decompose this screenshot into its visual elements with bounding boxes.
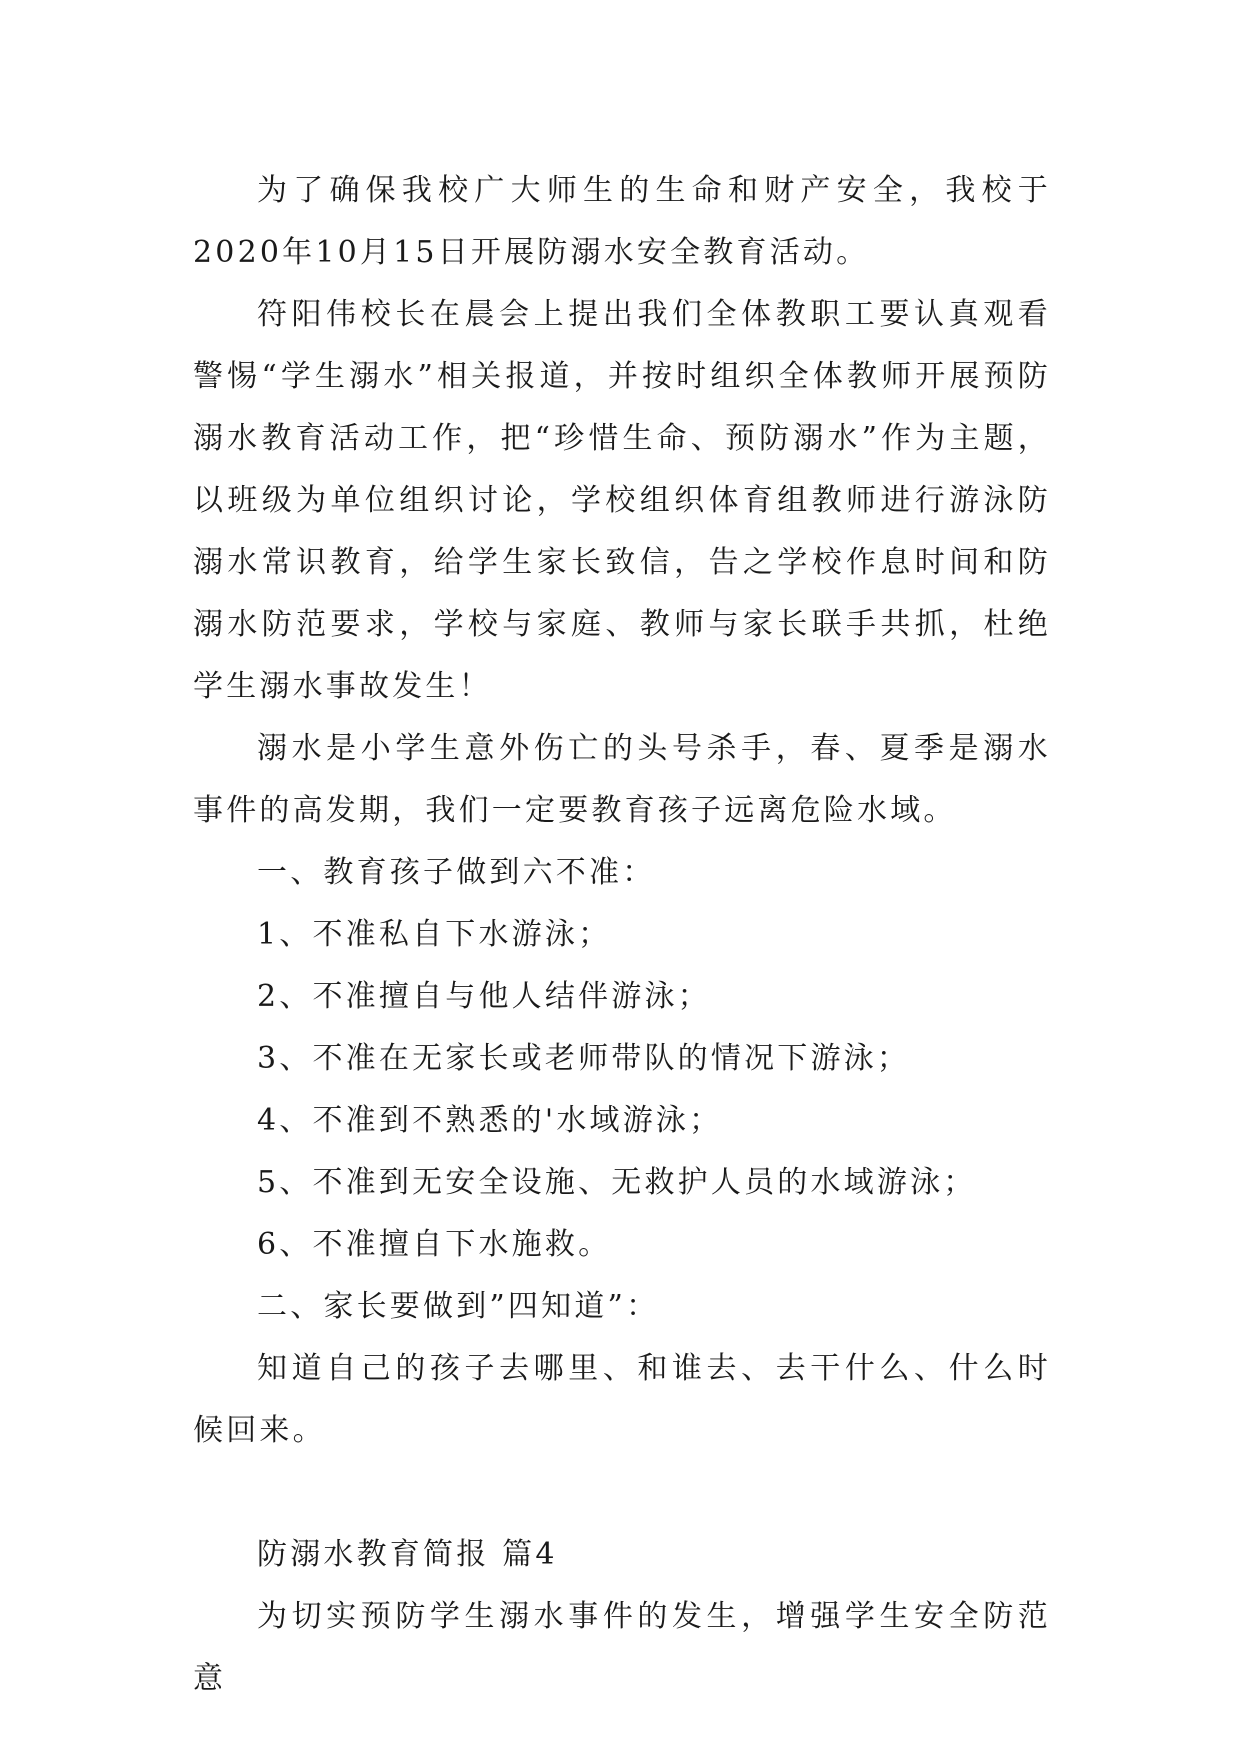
rule-item-1: 1、不准私自下水游泳； xyxy=(257,917,612,952)
rule-item-6: 6、不准擅自下水施救。 xyxy=(257,1227,612,1262)
document-body xyxy=(193,160,1051,1710)
paragraph-intro: 为了确保我校广大师生的生命和财产安全，我校于2020年10月15日开展防溺水安全教育活动。 xyxy=(193,173,1051,270)
paragraph-four-knows: 知道自己的孩子去哪里、和谁去、去干什么、什么时候回来。 xyxy=(193,1351,1051,1448)
paragraph-principal: 符阳伟校长在晨会上提出我们全体教职工要认真观看警惕“学生溺水”相关报道，并按时组织全体教师开展预防溺水教育活动工作，把“珍惜生命、预防溺水”作为主题，以班级为单位组织讨论，学校组织体育组教师进行游泳防溺水常识教育，给学生家长致信，告之学校作息时间和防溺水防范要求，学校与家庭、教师与家长联手共抓，杜绝学生溺水事故发生！ xyxy=(193,297,1051,704)
rule-item-3: 3、不准在无家长或老师带队的情况下游泳； xyxy=(257,1041,911,1076)
rule-item-2: 2、不准擅自与他人结伴游泳； xyxy=(257,979,711,1014)
heading-four-knows: 二、家长要做到”四知道”： xyxy=(257,1289,660,1324)
rule-item-5: 5、不准到无安全设施、无救护人员的水域游泳； xyxy=(257,1165,977,1200)
paragraph-drowning-risk: 溺水是小学生意外伤亡的头号杀手，春、夏季是溺水事件的高发期，我们一定要教育孩子远离危险水域。 xyxy=(193,731,1051,828)
section-heading: 防溺水教育简报 篇4 xyxy=(257,1537,558,1572)
heading-six-rules: 一、教育孩子做到六不准： xyxy=(257,855,656,890)
rule-item-4: 4、不准到不熟悉的'水域游泳； xyxy=(257,1103,723,1138)
section-first-paragraph: 为切实预防学生溺水事件的发生，增强学生安全防范意 xyxy=(193,1599,1051,1696)
